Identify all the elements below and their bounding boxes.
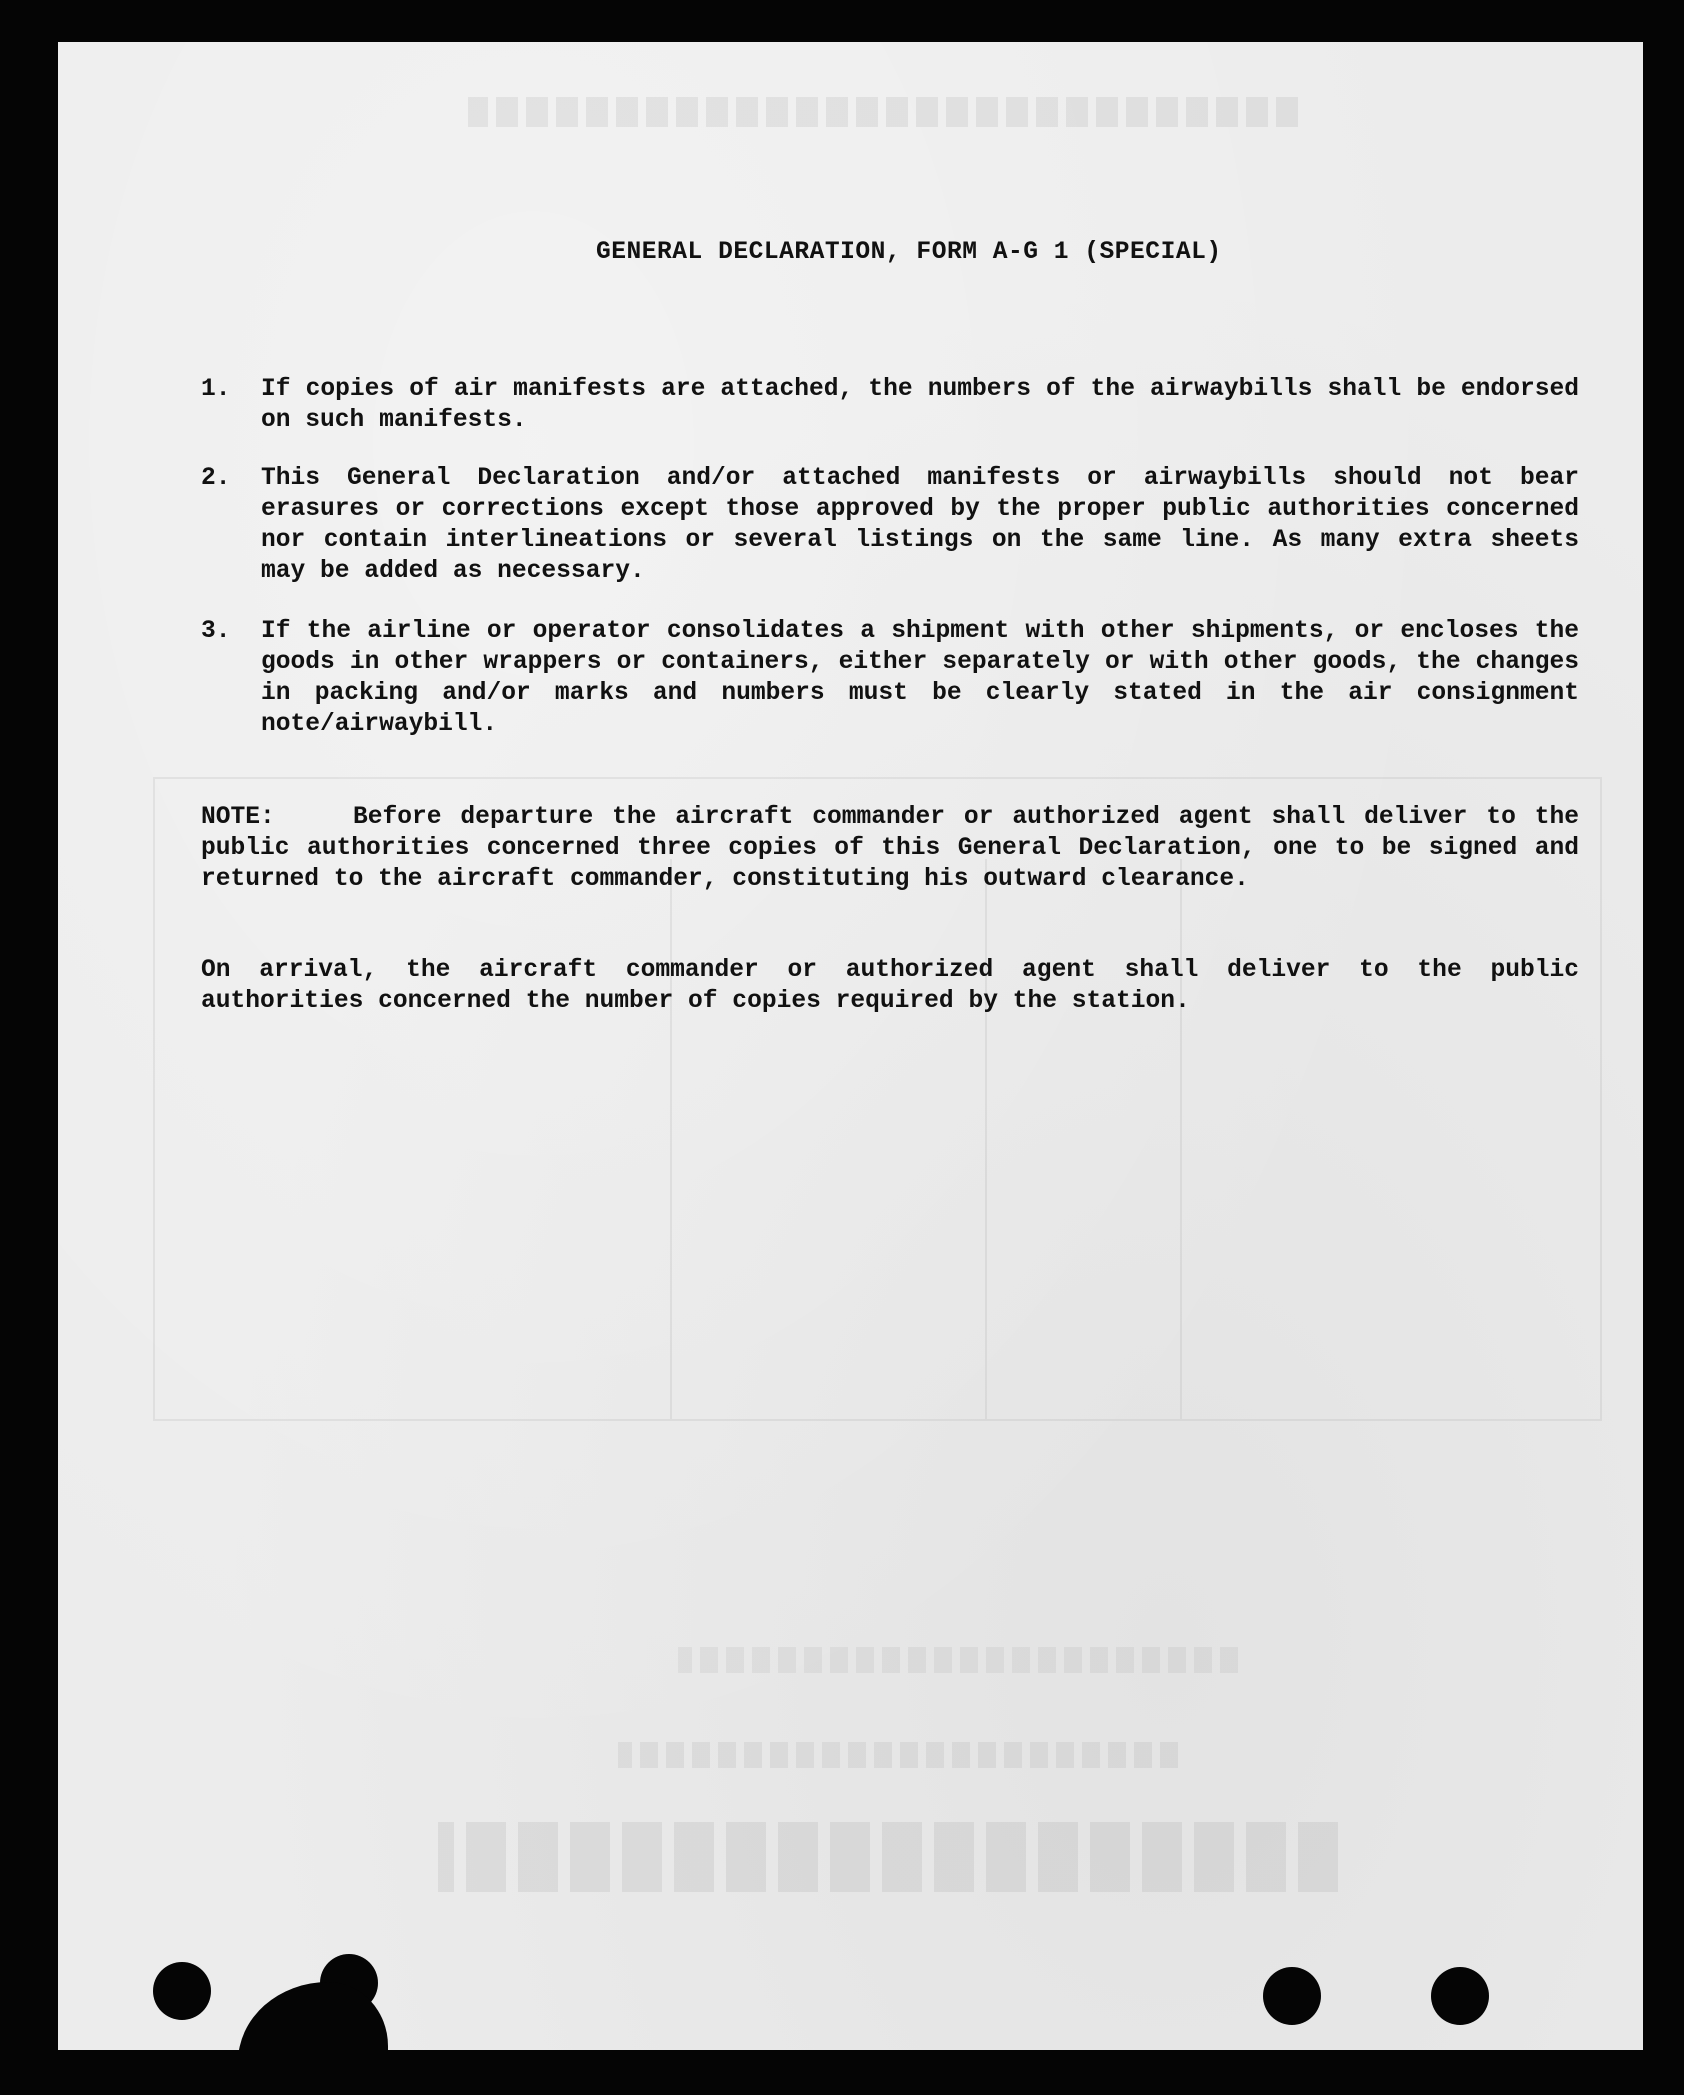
show-through-rule bbox=[670, 859, 672, 1419]
item-text: If the airline or operator consolidates a shipment with other shipments, or encloses the goods in other wrappers or containers, either separately or with other goods, the changes in packing and/or marks and numbers must be clearly stated in the air consignment note/airwaybill. bbox=[261, 618, 1579, 738]
show-through-line bbox=[618, 1742, 1178, 1768]
show-through-heading bbox=[438, 1822, 1338, 1892]
arrival-paragraph: On arrival, the aircraft commander or authorized agent shall deliver to the public authorities concerned the number of copies required by the station. bbox=[201, 957, 1579, 1015]
item-text: If copies of air manifests are attached, the numbers of the airwaybills shall be endorsed on such manifests. bbox=[261, 376, 1579, 434]
item-number: 2. bbox=[201, 465, 231, 492]
page-title: GENERAL DECLARATION, FORM A-G 1 (SPECIAL) bbox=[596, 239, 1222, 266]
punch-hole bbox=[153, 1962, 211, 2020]
item-text: This General Declaration and/or attached manifests or airwaybills should not bear erasures or corrections except those approved by the proper public authorities concerned nor contain interlineations or several listings on the same line. As many extra sheets may be added as necessary. bbox=[261, 465, 1579, 585]
punch-hole bbox=[1431, 1967, 1489, 2025]
note-text: Before departure the aircraft commander or authorized agent shall deliver to the public authorities concerned three copies of this General Declaration, one to be signed and returned to the aircraft commander, constituting his outward clearance. bbox=[201, 804, 1579, 893]
item-number: 3. bbox=[201, 618, 231, 645]
punch-hole bbox=[1263, 1967, 1321, 2025]
note-paragraph bbox=[201, 802, 1579, 895]
note-label: NOTE: bbox=[201, 804, 275, 831]
item-number: 1. bbox=[201, 376, 231, 403]
show-through-rule bbox=[985, 859, 987, 1419]
show-through-line bbox=[678, 1647, 1238, 1673]
document-page bbox=[58, 42, 1643, 2050]
show-through-line bbox=[468, 97, 1298, 127]
show-through-rule bbox=[1180, 859, 1182, 1419]
